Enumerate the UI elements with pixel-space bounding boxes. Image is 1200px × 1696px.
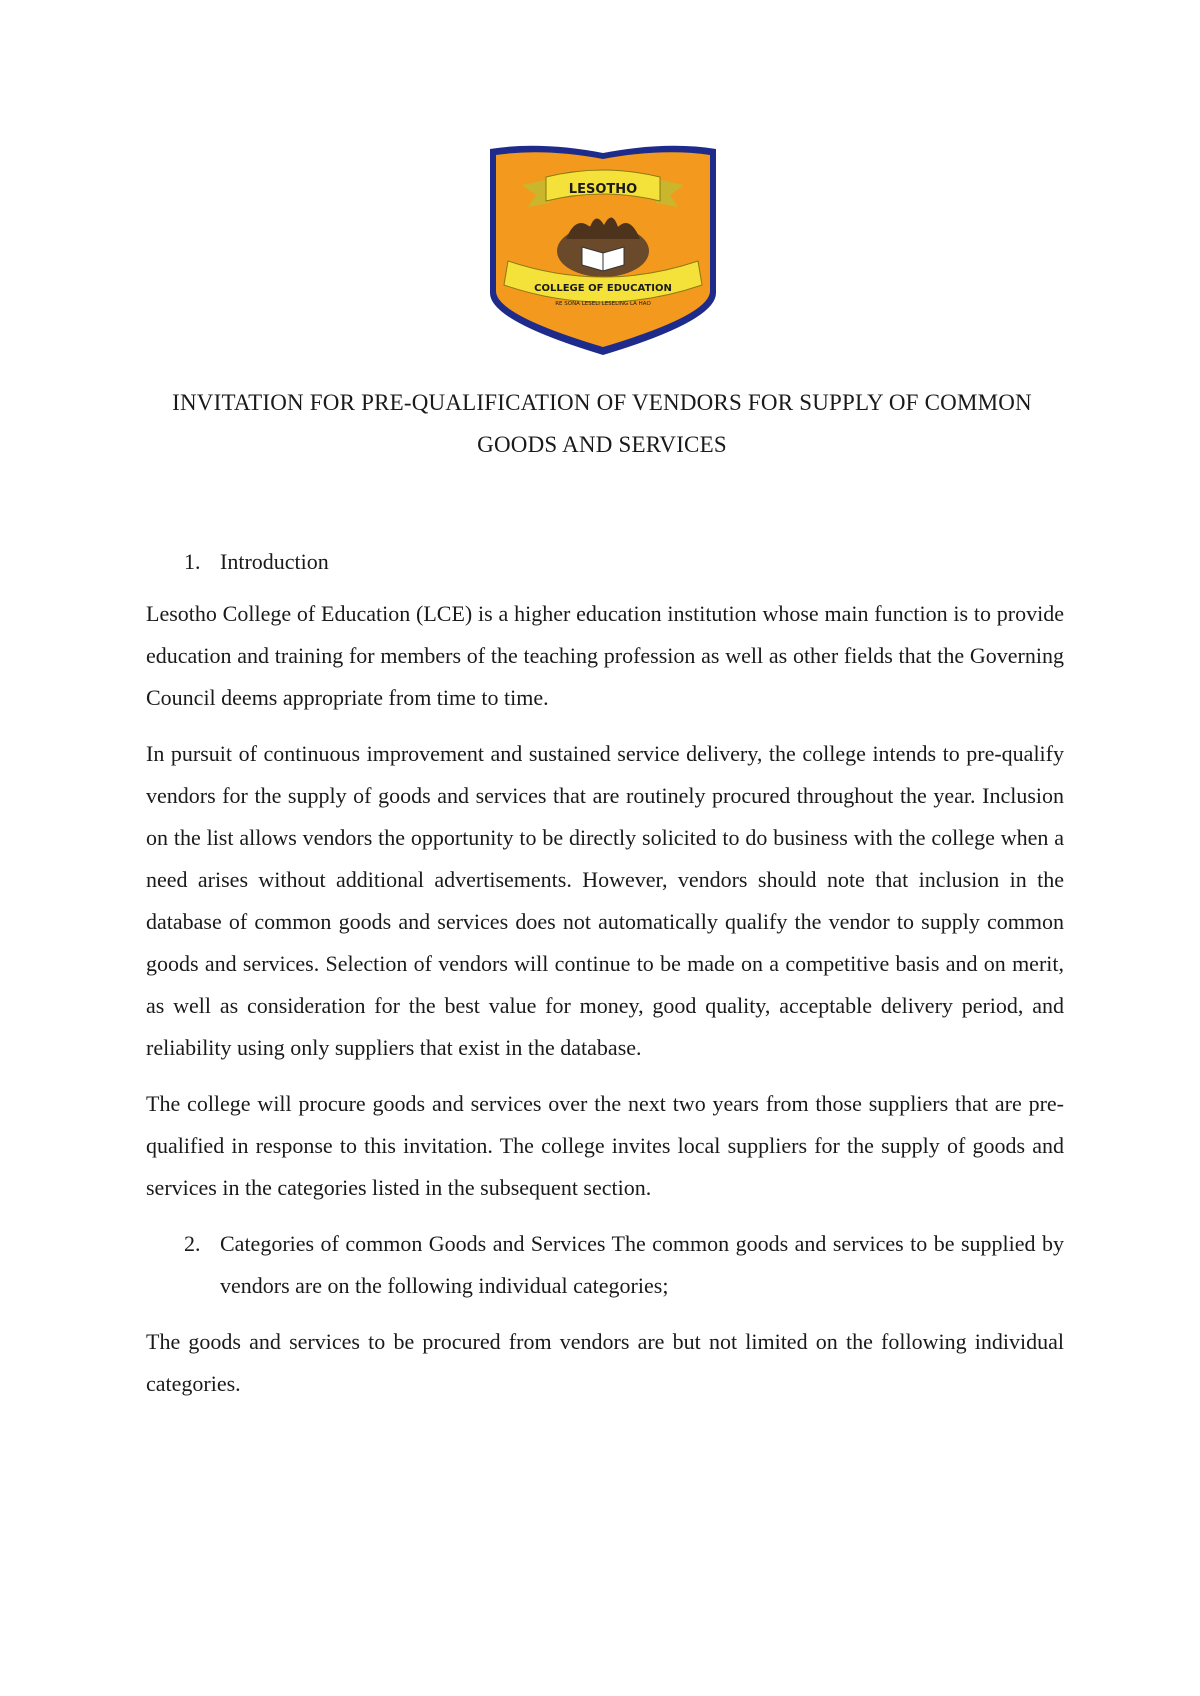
section-1-number: 1. bbox=[184, 549, 201, 574]
document-body bbox=[146, 541, 1064, 1419]
section-2-item bbox=[146, 1223, 1064, 1307]
paragraph-procurement: The college will procure goods and services over the next two years from those suppliers that are pre-qualified in response to this invitation. The college invites local suppliers for the supply of goods and services in the categories listed in the subsequent section. bbox=[146, 1091, 1064, 1200]
document-title bbox=[140, 382, 1064, 466]
college-logo bbox=[480, 143, 726, 357]
paragraph-intro: Lesotho College of Education (LCE) is a higher education institution whose main function is to provide education and training for members of the teaching profession as well as other fields that the Governing Council deems appropriate from time to time. bbox=[146, 601, 1064, 710]
section-2-number: 2. bbox=[184, 1231, 201, 1256]
section-1-title: Introduction bbox=[220, 549, 329, 574]
logo-banner-bottom: COLLEGE OF EDUCATION bbox=[534, 283, 672, 294]
shield-emblem-icon bbox=[480, 143, 726, 357]
title-line-2: GOODS AND SERVICES bbox=[477, 432, 727, 457]
title-line-1: INVITATION FOR PRE-QUALIFICATION OF VENDORS FOR SUPPLY OF COMMON bbox=[172, 390, 1032, 415]
logo-motto: RE SONA LESELI LESELING LA HAO bbox=[555, 301, 651, 307]
section-2-text: Categories of common Goods and Services The common goods and services to be supplied by vendors are on the following individual categories; bbox=[220, 1231, 1064, 1298]
paragraph-purpose: In pursuit of continuous improvement and sustained service delivery, the college intends to pre-qualify vendors for the supply of goods and services that are routinely procured throughout the year. Inclusion on the list allows vendors the opportunity to be directly solicited to do business with the college when a need arises without additional advertisements. However, vendors should note that inclusion in the database of common goods and services does not automatically qualify the vendor to supply common goods and services. Selection of vendors will continue to be made on a competitive basis and on merit, as well as consideration for the best value for money, good quality, acceptable delivery period, and reliability using only suppliers that exist in the database. bbox=[146, 741, 1064, 1060]
logo-banner-top: LESOTHO bbox=[568, 182, 638, 197]
paragraph-categories: The goods and services to be procured from vendors are but not limited on the following individual categories. bbox=[146, 1329, 1064, 1396]
section-1-heading bbox=[146, 541, 1064, 583]
